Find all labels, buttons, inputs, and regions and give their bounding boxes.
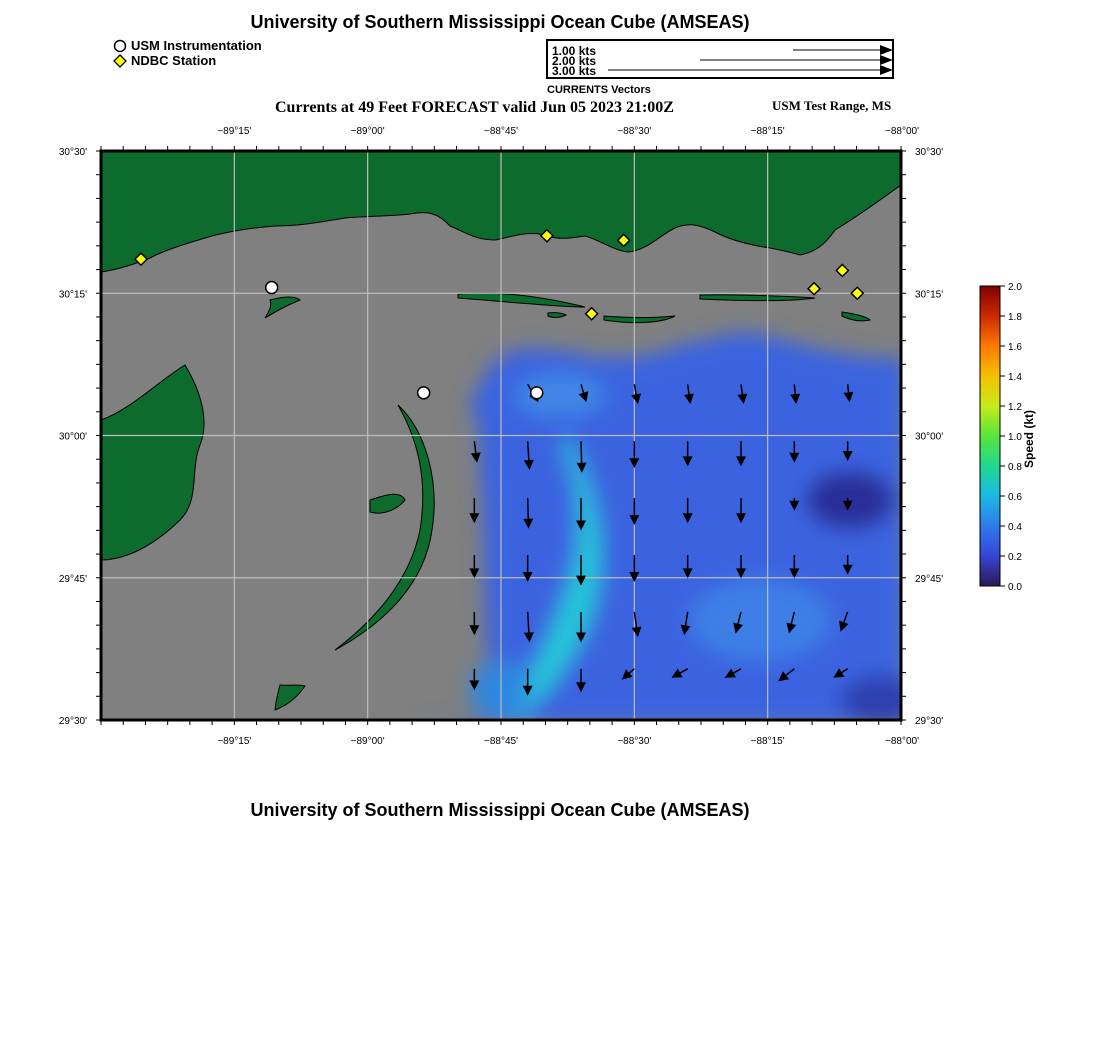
colorbar-tick-label: 2.0 <box>1008 282 1022 293</box>
colorbar-tick-label: 1.8 <box>1008 312 1022 323</box>
lat-label-left-2: 30°00' <box>58 431 87 443</box>
colorbar-gradient <box>980 286 1000 586</box>
usm-station-marker <box>531 387 543 399</box>
lat-label-right-3: 29°45' <box>915 573 944 585</box>
lon-label-bottom-5: −88°00' <box>885 736 919 747</box>
usm-station-marker <box>266 282 278 294</box>
lon-label-bottom-3: −88°30' <box>617 736 652 747</box>
map-subtitle: Currents at 49 Feet FORECAST valid Jun 05 2023 21:00Z <box>275 99 674 116</box>
vector-scale-caption: CURRENTS Vectors <box>547 84 651 96</box>
usm-station-marker <box>418 387 430 399</box>
lon-label-bottom-4: −88°15' <box>750 736 785 747</box>
lon-label-bottom-1: −89°00' <box>350 736 385 747</box>
colorbar-tick-label: 1.2 <box>1008 402 1022 413</box>
lat-label-left-1: 30°15' <box>58 289 87 301</box>
lon-label-top-0: −89°15' <box>217 126 252 137</box>
colorbar-ticks <box>1000 282 1022 593</box>
colorbar-tick-label: 0.8 <box>1008 462 1022 473</box>
colorbar-tick-label: 1.6 <box>1008 342 1022 353</box>
lat-label-right-0: 30°30' <box>915 147 944 158</box>
lon-label-top-5: −88°00' <box>885 126 919 137</box>
vector-scale-label-3: 3.00 kts <box>552 64 597 78</box>
legend-usm-label: USM Instrumentation <box>131 38 262 53</box>
region-label: USM Test Range, MS <box>772 98 892 113</box>
vector-scale-label-2: 2.00 kts <box>552 54 597 68</box>
lat-label-left-0: 30°30' <box>58 147 87 158</box>
colorbar-tick-label: 0.4 <box>1008 522 1022 533</box>
footer-title: University of Southern Mississippi Ocean Cube (AMSEAS) <box>250 800 750 820</box>
lat-label-left-4: 29°30' <box>58 716 87 727</box>
lon-label-bottom-2: −88°45' <box>484 736 518 747</box>
legend-ndbc-label: NDBC Station <box>131 53 217 68</box>
lat-label-right-2: 30°00' <box>915 431 944 443</box>
current-speed-field <box>410 332 920 725</box>
colorbar-tick-label: 0.6 <box>1008 492 1022 503</box>
lat-label-right-4: 29°30' <box>915 716 944 727</box>
lon-label-top-2: −88°45' <box>484 126 518 137</box>
vector-scale-label-1: 1.00 kts <box>552 44 597 58</box>
colorbar-tick-label: 0.2 <box>1008 552 1022 563</box>
colorbar-tick-label: 1.0 <box>1008 432 1022 443</box>
figure-title: University of Southern Mississippi Ocean Cube (AMSEAS) <box>250 12 750 32</box>
lat-label-right-1: 30°15' <box>915 289 944 301</box>
lon-label-top-4: −88°15' <box>750 126 785 137</box>
lon-label-top-3: −88°30' <box>617 126 652 137</box>
lon-label-bottom-0: −89°15' <box>217 736 252 747</box>
lon-label-top-1: −89°00' <box>350 126 385 137</box>
colorbar-tick-label: 0.0 <box>1008 582 1022 593</box>
colorbar-label: Speed (kt) <box>1022 409 1036 468</box>
lat-label-left-3: 29°45' <box>58 573 87 585</box>
colorbar-tick-label: 1.4 <box>1008 372 1022 383</box>
